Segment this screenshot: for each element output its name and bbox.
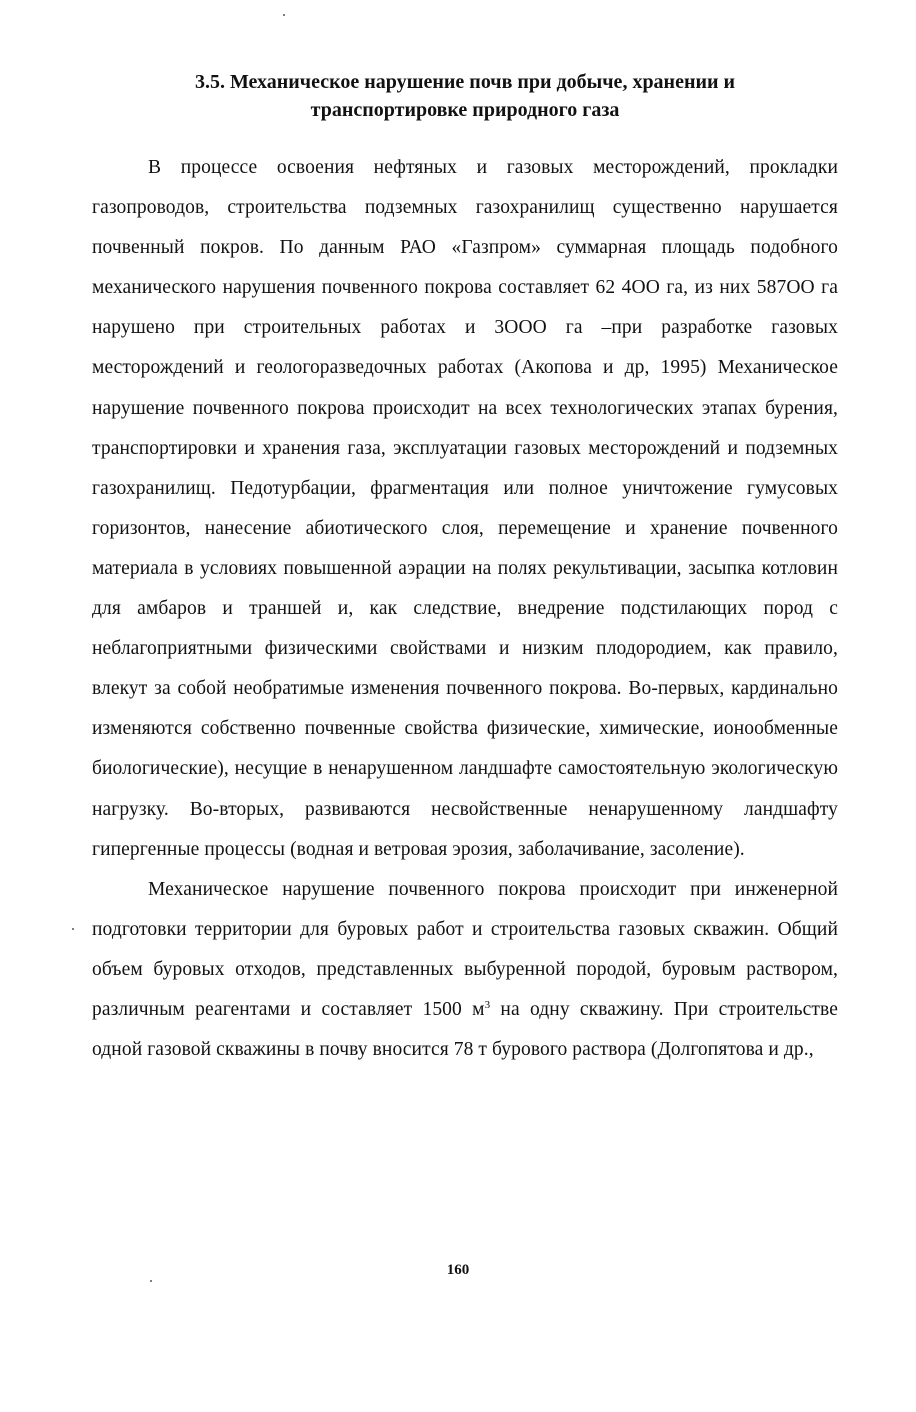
section-heading-line-2: транспортировке природного газа [310, 99, 620, 121]
paragraph-2 [92, 870, 838, 1070]
scan-speck [150, 1280, 152, 1282]
page-number: 160 [446, 1262, 470, 1278]
body-text [92, 148, 838, 1070]
paragraph-2-part-2: на одну скважину. При строительстве одной газовой скважины в почву вносится 78 т бурового раствора (Долгопятова и др., [92, 998, 838, 1061]
section-heading [150, 68, 780, 124]
section-heading-line-1: 3.5. Механическое нарушение почв при добыче, хранении и [194, 71, 736, 93]
cubic-superscript: 3 [484, 998, 491, 1011]
paragraph-1: В процессе освоения нефтяных и газовых месторождений, прокладки газопроводов, строительства подземных газохранилищ существенно нарушается почвенный покров. По данным РАО «Газпром» суммарная площадь подобного механического нарушения почвенного покрова составляет 62 4OO га, из них 587OO га нарушено при строительных работах и 3OOO га –при разработке газовых месторождений и геологоразведочных работах (Акопова и др, 1995) Механическое нарушение почвенного покрова происходит на всех технологических этапах бурения, транспортировки и хранения газа, эксплуатации газовых месторождений и подземных газохранилищ. Педотурбации, фрагментация или полное уничтожение гумусовых горизонтов, нанесение абиотического слоя, перемещение и хранение почвенного материала в условиях повышенной аэрации на полях рекультивации, засыпка котловин для амбаров и траншей и, как следствие, внедрение подстилающих пород с неблагоприятными физическими свойствами и низким плодородием, как правило, влекут за собой необратимые изменения почвенного покрова. Во-первых, кардинально изменяются собственно почвенные свойства физические, химические, ионообменные биологические), несущие в ненарушенном ландшафте самостоятельную экологическую нагрузку. Во-вторых, развиваются несвойственные ненарушенному ландшафту гипергенные процессы (водная и ветровая эрозия, заболачивание, засоление). [92, 157, 838, 860]
scan-speck [283, 14, 285, 16]
paragraph-2-part-1: Механическое нарушение почвенного покрова происходит при инженерной подготовки территории для буровых работ и строительства газовых скважин. Общий объем буровых отходов, представленных выбуренной породой, буровым раствором, различным реагентами и составляет 1500 м [92, 878, 838, 1020]
scan-speck [72, 928, 74, 930]
